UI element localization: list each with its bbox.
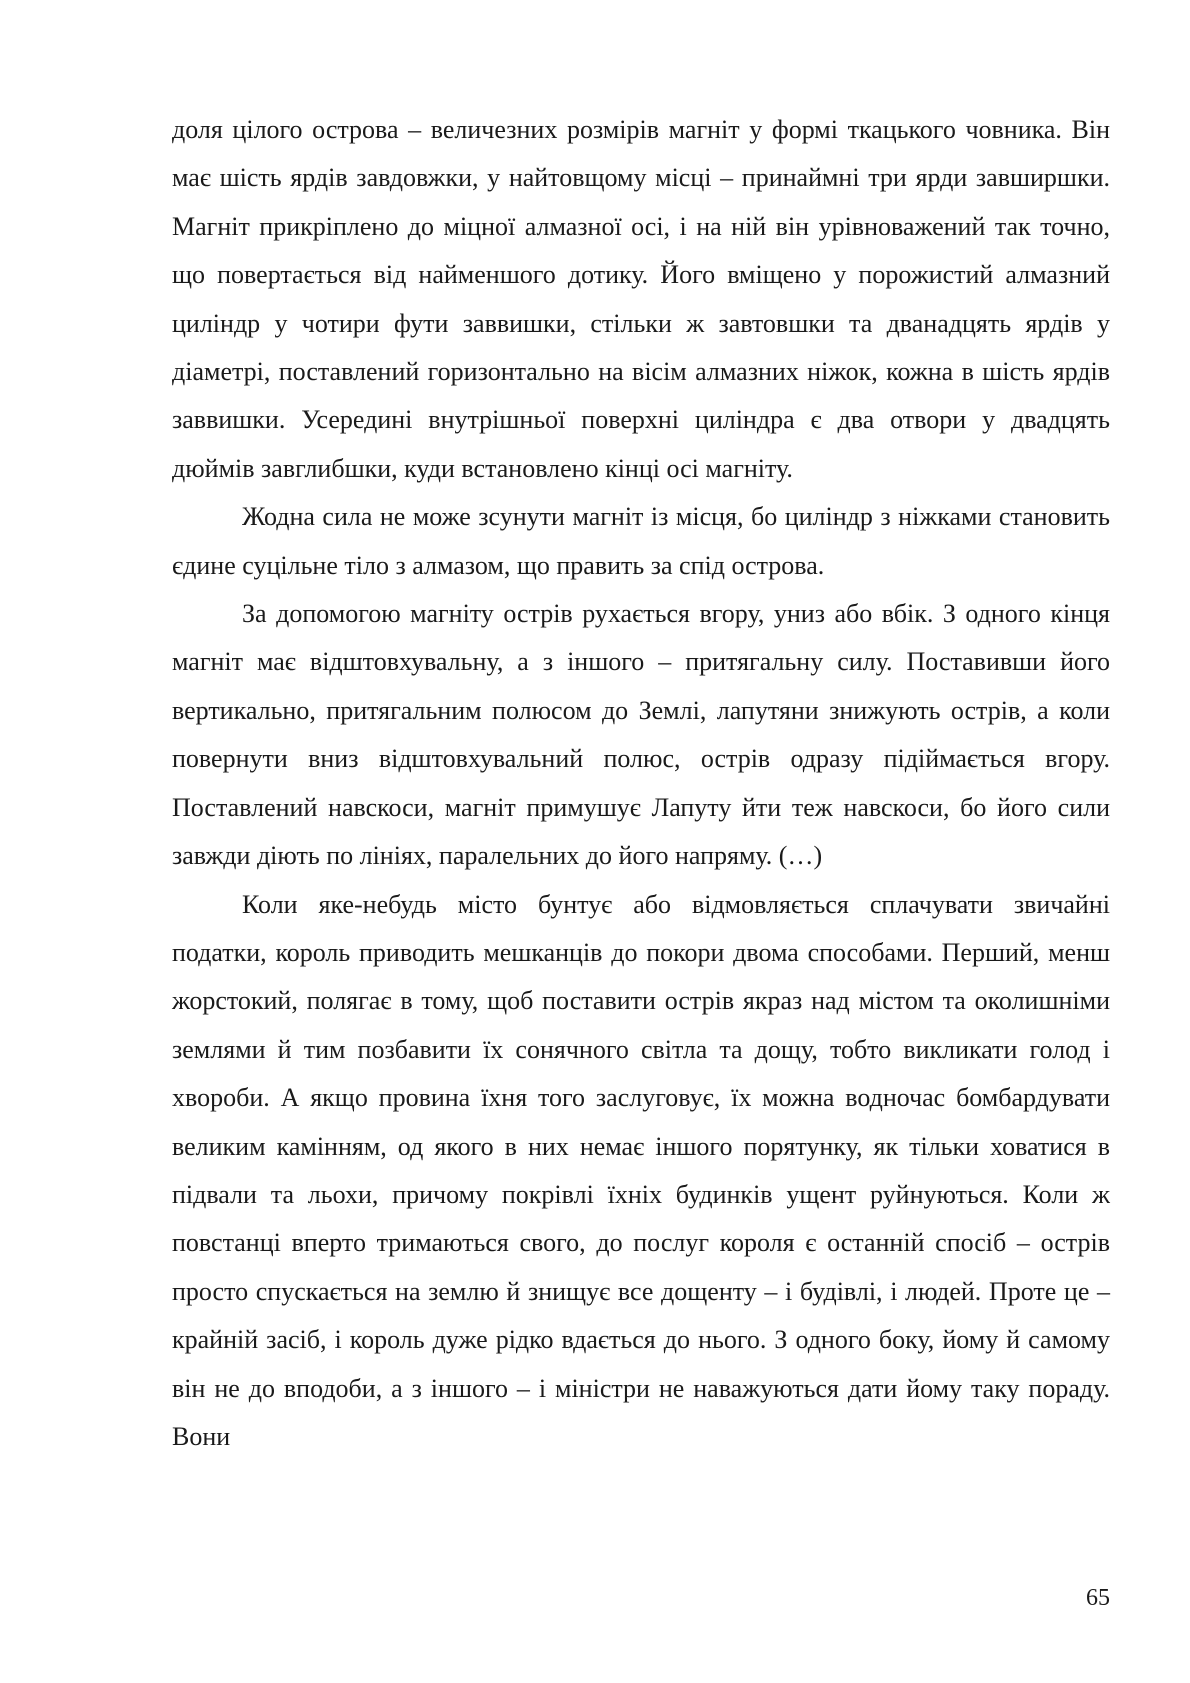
paragraph-4: Коли яке-небудь місто бунтує або відмовляється сплачувати звичайні податки, король приводить мешканців до покори двома способами. Перший, менш жорстокий, полягає в тому, щоб поставити острів якраз над містом та околишніми землями й тим позбавити їх сонячного світла та дощу, тобто викликати голод і хвороби. А якщо провина їхня того заслуговує, їх можна водночас бомбардувати великим камінням, од якого в них немає іншого порятунку, як тільки ховатися в підвали та льохи, причому покрівлі їхніх будинків ущент руйнуються. Коли ж повстанці вперто тримаються свого, до послуг короля є останній спосіб – острів просто спускається на землю й знищує все дощенту – і будівлі, і людей. Проте це – крайній засіб, і король дуже рідко вдається до нього. З одного боку, йому й самому він не до вподоби, а з іншого – і міністри не наважуються дати йому таку пораду. Вони bbox=[172, 889, 1110, 1451]
paragraph-3: За допомогою магніту острів рухається вгору, униз або вбік. З одного кінця магніт має відштовхувальну, а з іншого – притягальну силу. Поставивши його вертикально, притягальним полюсом до Землі, лапутяни знижують острів, а коли повернути вниз відштовхувальний полюс, острів одразу підіймається вгору. Поставлений навскоси, магніт примушує Лапуту йти теж навскоси, бо його сили завжди діють по лініях, паралельних до його напряму. (…) bbox=[172, 599, 1110, 871]
body-text bbox=[172, 106, 1110, 1461]
page-number: 65 bbox=[1086, 1585, 1110, 1611]
paragraph-1: доля цілого острова – величезних розмірів магніт у формі ткацького човника. Він має шість ярдів завдовжки, у найтовщому місці – принаймні три ярди завширшки. Магніт прикріплено до міцної алмазної осі, і на ній він урівноважений так точно, що повертається від найменшого дотику. Його вміщено у порожистий алмазний циліндр у чотири фути заввишки, стільки ж завтовшки та дванадцять ярдів у діаметрі, поставлений горизонтально на вісім алмазних ніжок, кожна в шість ярдів заввишки. Усередині внутрішньої поверхні циліндра є два отвори у двадцять дюймів завглибшки, куди встановлено кінці осі магніту. bbox=[172, 115, 1110, 483]
paragraph-2: Жодна сила не може зсунути магніт із місця, бо циліндр з ніжками становить єдине суцільне тіло з алмазом, що править за спід острова. bbox=[172, 502, 1110, 580]
